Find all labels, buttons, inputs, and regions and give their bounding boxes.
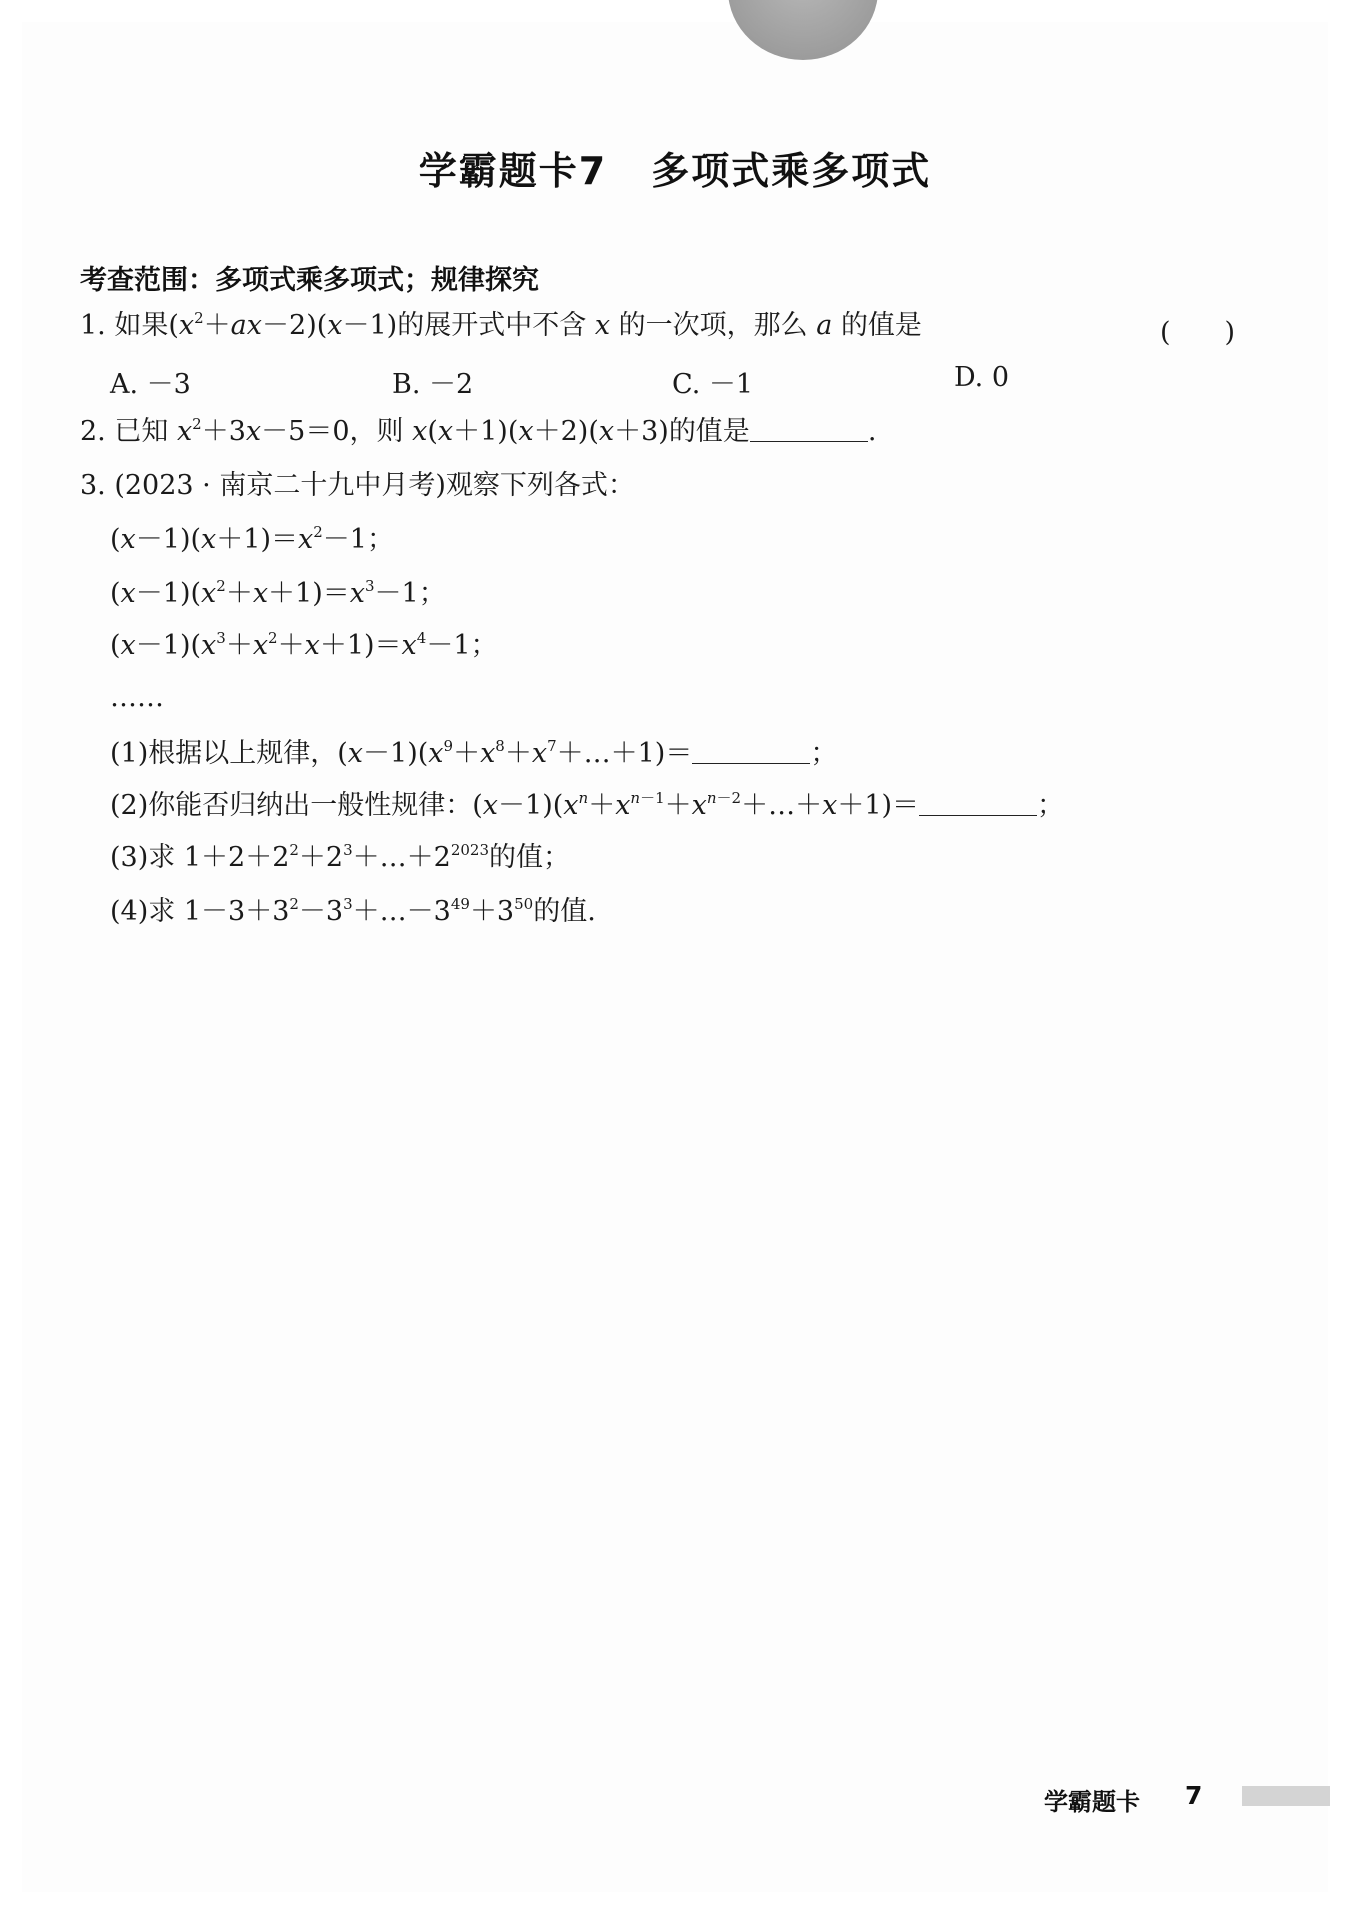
q3-sub1-text: (1)根据以上规律， (110, 738, 338, 769)
q1-text-c: 的值是 (840, 310, 922, 341)
q3-formula-1: $(x-1)(x+1)=x^2-1$； (110, 523, 394, 555)
footer-bar-decoration (1242, 1786, 1330, 1806)
q2-prefix: 2. 已知 (80, 416, 169, 447)
footer-label: 学霸题卡 (1044, 1788, 1140, 1816)
q3-sub-4: (4)求 $1-3+3^2-3^3+\dots-3^{49}+3^{50}$的值. (110, 895, 596, 927)
question-2: 2. 已知 $x^2+3x-5=0$，则 x(x＋1)(x＋2)(x＋3)的值是 . (80, 415, 877, 447)
question-1: 1. 如果$(x^2+ax-2)(x-1)$的展开式中不含 x 的一次项，那么 a 的值是 (80, 309, 922, 341)
q1-answer-bracket: ( ) (1160, 317, 1236, 348)
page-title (0, 140, 1350, 195)
q1-choice-d: D. 0 (954, 362, 1010, 393)
q3-formula-3: $(x-1)(x^3+x^2+x+1)=x^4-1$； (110, 629, 498, 661)
q3-sub4-tail: 的值. (533, 896, 596, 927)
q1-choice-b: B. －2 (392, 369, 474, 400)
q1-text-b: 的一次项，那么 (618, 310, 808, 341)
q1-text-a: 的展开式中不含 (397, 310, 587, 341)
q1-choice-c: C. －1 (672, 369, 754, 400)
q3-sub3-tail: 的值； (489, 842, 571, 873)
q3-sub-1: (1)根据以上规律，$(x-1)(x^9+x^8+x^7+\dots+1)=$ ； (110, 737, 838, 769)
footer-page-number: 7 (1185, 1781, 1203, 1810)
page-frame (22, 22, 1328, 1892)
q3-sub2-text: (2)你能否归纳出一般性规律： (110, 790, 473, 821)
q1-prefix: 1. 如果( (80, 310, 179, 341)
title-main: 学霸题卡7 (418, 149, 608, 193)
q3-sub4-text: (4)求 (110, 896, 176, 927)
scope-heading: 考查范围：多项式乘多项式；规律探究 (80, 265, 539, 296)
q1-choice-a: A. －3 (110, 369, 191, 400)
q3-formula-2: $(x-1)(x^2+x+1)=x^3-1$； (110, 577, 446, 609)
title-sub: 多项式乘多项式 (651, 149, 932, 193)
q3-sub2-blank[interactable] (919, 791, 1037, 816)
question-3: 3. (2023 · 南京二十九中月考)观察下列各式： (80, 470, 635, 501)
q3-sub3-text: (3)求 (110, 842, 176, 873)
q2-condition-tail: ＝0，则 (305, 416, 404, 447)
q3-sub1-blank[interactable] (692, 739, 810, 764)
q3-ellipsis: …… (110, 682, 164, 713)
q3-sub-3: (3)求 $1+2+2^2+2^3+\dots+2^{2023}$的值； (110, 841, 571, 873)
q2-tail: 的值是 (668, 416, 750, 447)
q3-sub-2: (2)你能否归纳出一般性规律：$(x-1)(x^n+x^{n-1}+x^{n-2}+\dots+x+1)=$ ； (110, 789, 1065, 821)
q2-answer-blank[interactable] (750, 417, 868, 442)
